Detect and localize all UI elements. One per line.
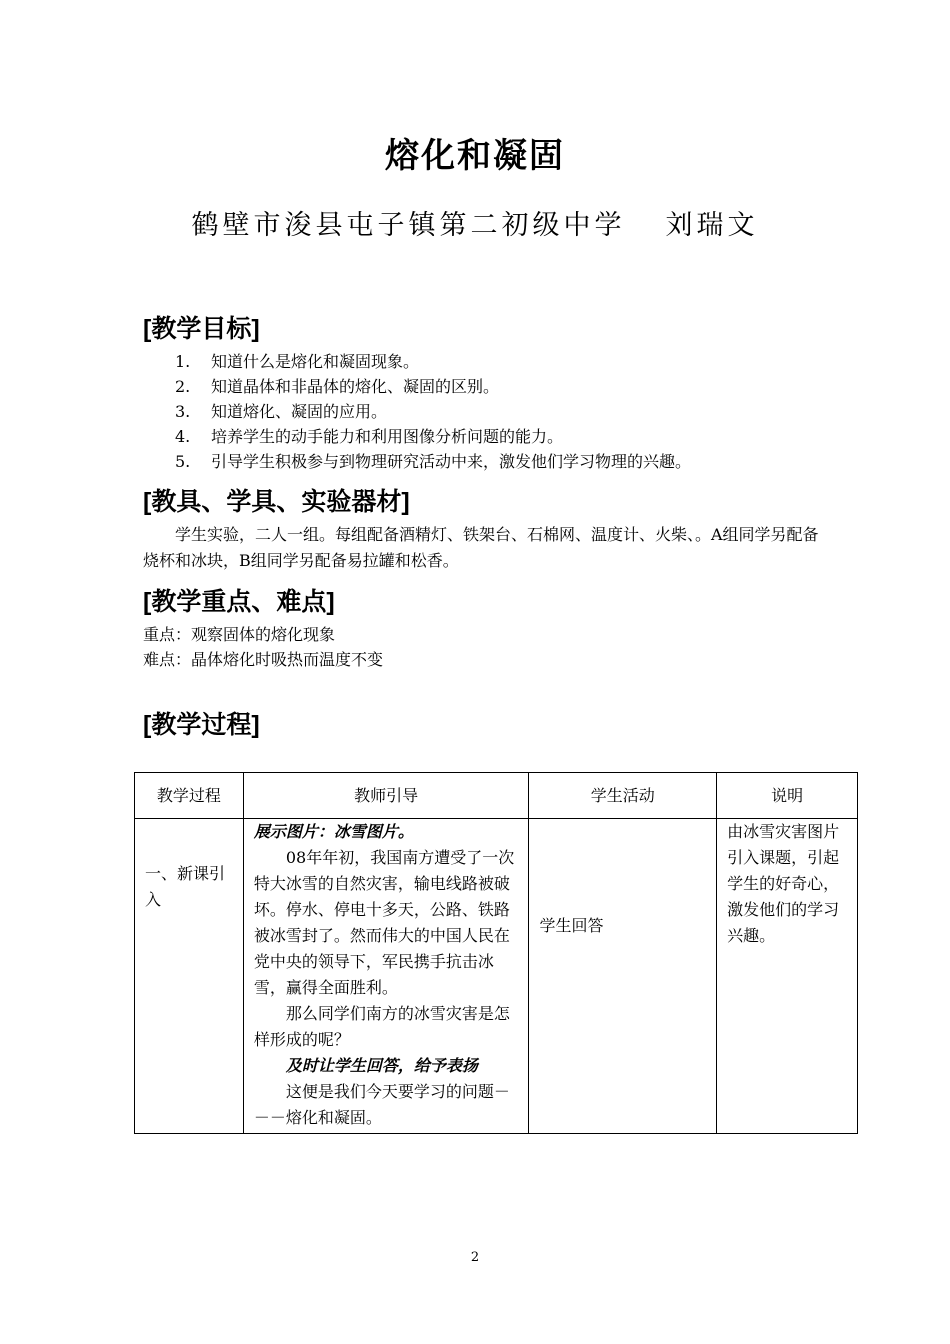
list-item: 2. 知道晶体和非晶体的熔化、凝固的区别。 bbox=[175, 377, 500, 396]
teacher-p3: 那么同学们南方的冰雪灾害是怎样形成的呢？ bbox=[253, 1004, 510, 1049]
page-title: 熔化和凝固 bbox=[385, 136, 565, 176]
keypoint-focus: 重点：观察固体的熔化现象 bbox=[143, 625, 336, 644]
note-cell: 由冰雪灾害图片引入课题，引起学生的好奇心，激发他们的学习兴趣。 bbox=[717, 819, 858, 1134]
school-name: 鹤壁市浚县屯子镇第二初级中学 bbox=[191, 210, 626, 241]
stage-cell: 一、新课引入 bbox=[135, 819, 244, 1134]
list-item: 3. 知道熔化、凝固的应用。 bbox=[175, 402, 388, 421]
keypoint-difficulty: 难点：晶体熔化时吸热而温度不变 bbox=[143, 650, 384, 669]
author-line bbox=[0, 203, 950, 242]
objectives-list bbox=[175, 349, 691, 474]
header-cell: 学生活动 bbox=[529, 773, 717, 819]
equipment-text: 学生实验，二人一组。每组配备酒精灯、铁架台、石棉网、温度计、火柴、。A组同学另配备烧杯和冰块，B组同学另配备易拉罐和松香。 bbox=[143, 525, 819, 570]
process-table bbox=[134, 772, 858, 1134]
header-cell: 说明 bbox=[717, 773, 858, 819]
header-cell: 教师引导 bbox=[243, 773, 529, 819]
table-row bbox=[135, 819, 858, 1134]
list-item: 1. 知道什么是熔化和凝固现象。 bbox=[175, 352, 420, 371]
table-header-row bbox=[135, 773, 858, 819]
teacher-p5: 这便是我们今天要学习的问题－－－熔化和凝固。 bbox=[253, 1082, 510, 1127]
teacher-p2: 08年年初，我国南方遭受了一次特大冰雪的自然灾害，输电线路被破坏。停水、停电十多天，公路、铁路被冰雪封了。然而伟大的中国人民在党中央的领导下，军民携手抗击冰雪，赢得全面胜利。 bbox=[253, 848, 515, 997]
process-heading: [教学过程] bbox=[143, 711, 260, 739]
page-number: 2 bbox=[470, 1250, 480, 1265]
list-item: 5. 引导学生积极参与到物理研究活动中来，激发他们学习物理的兴趣。 bbox=[175, 452, 692, 471]
equipment-heading: [教具、学具、实验器材] bbox=[143, 488, 410, 516]
author-name: 刘瑞文 bbox=[665, 210, 759, 241]
objectives-heading: [教学目标] bbox=[143, 315, 260, 343]
student-cell: 学生回答 bbox=[529, 819, 717, 1134]
teacher-p4: 及时让学生回答，给予表扬 bbox=[285, 1056, 478, 1075]
teacher-p1: 展示图片：冰雪图片。 bbox=[253, 822, 414, 841]
header-cell: 教学过程 bbox=[135, 773, 244, 819]
list-item: 4. 培养学生的动手能力和利用图像分析问题的能力。 bbox=[175, 427, 564, 446]
teacher-cell bbox=[243, 819, 529, 1134]
keypoints-heading: [教学重点、难点] bbox=[143, 588, 335, 616]
